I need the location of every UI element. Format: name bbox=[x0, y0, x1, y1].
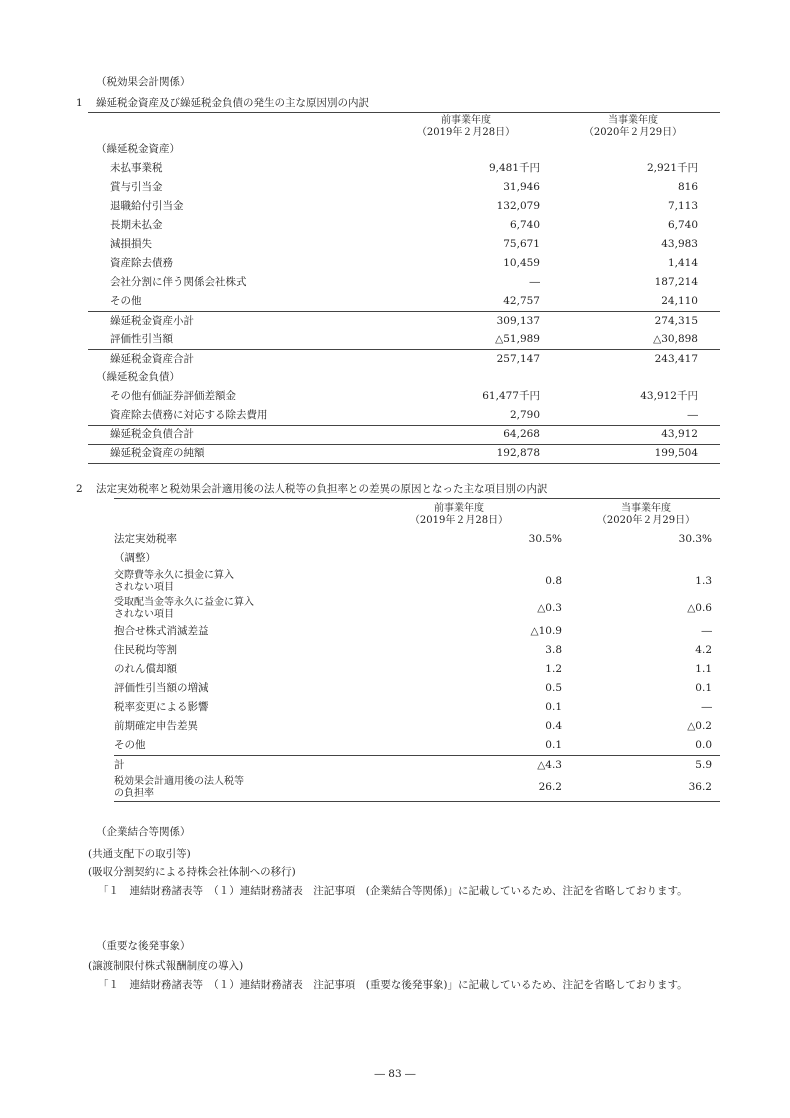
t2-row-label bbox=[114, 569, 306, 596]
t2-header-blank bbox=[114, 499, 306, 531]
t1-row-label: 繰延税金資産合計 bbox=[88, 350, 346, 369]
t1-row bbox=[88, 198, 720, 217]
t2-row-prev: △10.9 bbox=[530, 625, 562, 638]
section-title: （税効果会計関係） bbox=[96, 76, 191, 88]
t2-row-label: 計 bbox=[114, 756, 306, 775]
t2-row bbox=[114, 699, 720, 718]
t2-row-label: のれん償却額 bbox=[114, 663, 177, 676]
page-number: ― 83 ― bbox=[374, 1068, 416, 1080]
t2-row-label bbox=[114, 596, 306, 623]
t1-row-label: 資産除去債務に対応する除去費用 bbox=[110, 409, 268, 422]
t1-row bbox=[88, 331, 720, 350]
t2-row-cur: 0.0 bbox=[695, 739, 712, 752]
t1-row-cur: 43,983 bbox=[661, 238, 698, 251]
t2-row-prev: △0.3 bbox=[537, 602, 562, 615]
t1-row-prev: 10,459 bbox=[503, 257, 540, 270]
t1-row-label: 繰延税金負債合計 bbox=[88, 426, 346, 445]
t2-col-cur-label: 当事業年度 bbox=[621, 502, 671, 514]
t1-col-prev-label: 前事業年度 bbox=[441, 114, 491, 126]
t2-row-prev: 26.2 bbox=[306, 775, 572, 802]
t2-row-label-line1: 税効果会計適用後の法人税等 bbox=[114, 775, 244, 787]
t1-row-prev: 132,079 bbox=[496, 200, 540, 213]
t1-row-cur bbox=[546, 369, 720, 388]
t2-row-prev bbox=[306, 550, 572, 569]
t1-row-cur: 2,921千円 bbox=[646, 162, 698, 175]
t1-row-prev: 61,477千円 bbox=[482, 390, 540, 403]
t1-row-prev: 192,878 bbox=[346, 445, 546, 464]
t1-row-cur bbox=[546, 141, 720, 160]
t1-row-label: 賞与引当金 bbox=[110, 181, 163, 194]
t1-number: 1 bbox=[76, 97, 83, 109]
t1-row-cur: 243,417 bbox=[546, 350, 720, 369]
t1-row-prev: 42,757 bbox=[503, 295, 540, 308]
t1-row-label: その他 bbox=[110, 295, 142, 308]
t2-row-label: 住民税均等割 bbox=[114, 644, 177, 657]
t1-row bbox=[88, 407, 720, 426]
t1-row-cur: 187,214 bbox=[654, 276, 698, 289]
t1-row-prev: 31,946 bbox=[503, 181, 540, 194]
t2-row bbox=[114, 680, 720, 699]
subsequent-sub1: (譲渡制限付株式報酬制度の導入) bbox=[88, 960, 244, 972]
t2-row-prev: 0.4 bbox=[545, 720, 562, 733]
t2-row-label: 税率変更による影響 bbox=[114, 701, 209, 714]
t1-row-cur: 6,740 bbox=[667, 219, 698, 232]
t2-row-cur: 1.1 bbox=[695, 663, 712, 676]
t1-col-prev bbox=[346, 113, 546, 141]
t1-row bbox=[88, 255, 720, 274]
t1-col-cur-date: （2020年２月29日） bbox=[583, 126, 683, 138]
t1-row-prev: 64,268 bbox=[346, 426, 546, 445]
t1-row-prev: 75,671 bbox=[503, 238, 540, 251]
t2-row bbox=[114, 550, 720, 569]
t1-row-label: その他有価証券評価差額金 bbox=[110, 390, 236, 403]
subsequent-heading: （重要な後発事象） bbox=[96, 940, 191, 952]
t2-row bbox=[114, 596, 720, 623]
t2-row-prev: 0.8 bbox=[545, 575, 562, 588]
t2-row bbox=[114, 737, 720, 756]
t2-row-label bbox=[114, 775, 306, 802]
t1-header-row bbox=[88, 113, 720, 141]
t1-row bbox=[88, 160, 720, 179]
t1-row-cur: 43,912 bbox=[546, 426, 720, 445]
t1-row-cur: 1,414 bbox=[667, 257, 698, 270]
t1-row-cur: 43,912千円 bbox=[640, 390, 698, 403]
t1-row bbox=[88, 217, 720, 236]
t1-row bbox=[88, 312, 720, 331]
t2-row-cur bbox=[572, 550, 720, 569]
t2-row-prev: △4.3 bbox=[306, 756, 572, 775]
t1-row-prev bbox=[346, 141, 546, 160]
t1-row-prev: △51,989 bbox=[495, 333, 540, 346]
t2-title: 法定実効税率と税効果会計適用後の法人税等の負担率との差異の原因となった主な項目別の内訳 bbox=[96, 483, 548, 495]
t2-number: 2 bbox=[76, 483, 83, 495]
t1-row-prev: 257,147 bbox=[346, 350, 546, 369]
t1-row-prev: 309,137 bbox=[346, 312, 546, 331]
t1-row-label: 繰延税金資産の純額 bbox=[88, 445, 346, 464]
t2-row-label: （調整） bbox=[114, 552, 156, 565]
t1-row-label: 退職給付引当金 bbox=[110, 200, 184, 213]
t1-row bbox=[88, 293, 720, 312]
t1-row bbox=[88, 350, 720, 369]
t1-col-prev-date: （2019年２月28日） bbox=[416, 126, 516, 138]
t1-row bbox=[88, 388, 720, 407]
t1-row-label: （繰延税金資産） bbox=[96, 143, 180, 156]
t2-row-cur: △0.2 bbox=[687, 720, 712, 733]
t1-row bbox=[88, 274, 720, 293]
t2-row-label-line2: されない項目 bbox=[114, 609, 174, 620]
t1-col-cur bbox=[546, 113, 720, 141]
t2-row-cur: 5.9 bbox=[572, 756, 720, 775]
t2-row-prev: 0.1 bbox=[545, 701, 562, 714]
t1-row-cur: ― bbox=[687, 409, 698, 422]
t1-row-label: 会社分割に伴う関係会社株式 bbox=[110, 276, 247, 289]
t2-row-prev: 1.2 bbox=[545, 663, 562, 676]
t1-row-cur: 7,113 bbox=[667, 200, 698, 213]
t2-row-cur: 1.3 bbox=[695, 575, 712, 588]
t1-row-prev: 9,481千円 bbox=[488, 162, 540, 175]
combo-sub1: (共通支配下の取引等) bbox=[88, 848, 191, 860]
t1-row bbox=[88, 141, 720, 160]
t2-row-label: 評価性引当額の増減 bbox=[114, 682, 209, 695]
t2-row bbox=[114, 718, 720, 737]
t2-row-prev: 3.8 bbox=[545, 644, 562, 657]
combo-text: 「１ 連結財務諸表等 （１）連結財務諸表 注記事項 (企業結合等関係)」に記載しているため、注記を省略しております。 bbox=[98, 885, 688, 897]
t2-row bbox=[114, 775, 720, 802]
t1-row-label: （繰延税金負債） bbox=[96, 371, 180, 384]
t2-row-label: 抱合せ株式消滅差益 bbox=[114, 625, 209, 638]
t1-row-label: 資産除去債務 bbox=[110, 257, 173, 270]
t1-row bbox=[88, 236, 720, 255]
combo-heading: （企業結合等関係） bbox=[96, 826, 191, 838]
t2-col-prev-label: 前事業年度 bbox=[434, 502, 484, 514]
t2-col-prev-date: （2019年２月28日） bbox=[409, 514, 509, 526]
t2-row bbox=[114, 531, 720, 550]
t2-row-label: 前期確定申告差異 bbox=[114, 720, 198, 733]
t2-row-cur: 30.3% bbox=[678, 533, 712, 546]
t1-row-cur: △30,898 bbox=[653, 333, 698, 346]
t1-row bbox=[88, 369, 720, 388]
t1-row-prev: ― bbox=[529, 276, 540, 289]
t2-col-cur bbox=[572, 499, 720, 531]
t1-row-prev: 2,790 bbox=[509, 409, 540, 422]
t2-row-cur: ― bbox=[701, 701, 712, 714]
t2-row-label-line1: 受取配当金等永久に益金に算入 bbox=[114, 597, 254, 608]
t2-row-label: 法定実効税率 bbox=[114, 533, 177, 546]
combo-sub2: (吸収分割契約による持株会社体制への移行) bbox=[88, 866, 296, 878]
t2-row bbox=[114, 569, 720, 596]
t2-col-prev bbox=[306, 499, 572, 531]
t2-row-label-line2: の負担率 bbox=[114, 787, 154, 799]
deferred-tax-table bbox=[88, 112, 720, 464]
t1-row-cur: 816 bbox=[677, 181, 698, 194]
t2-row bbox=[114, 642, 720, 661]
t1-row-cur: 199,504 bbox=[546, 445, 720, 464]
t2-row bbox=[114, 623, 720, 642]
t1-col-cur-label: 当事業年度 bbox=[608, 114, 658, 126]
tax-rate-table bbox=[114, 498, 720, 802]
t2-row-prev: 0.5 bbox=[545, 682, 562, 695]
t2-row-cur: △0.6 bbox=[687, 602, 712, 615]
t1-row-cur: 24,110 bbox=[661, 295, 698, 308]
t2-row-label-line2: されない項目 bbox=[114, 582, 174, 593]
t1-title: 繰延税金資産及び繰延税金負債の発生の主な原因別の内訳 bbox=[96, 97, 369, 109]
t1-body bbox=[88, 141, 720, 464]
t1-row-label: 未払事業税 bbox=[110, 162, 163, 175]
t2-body bbox=[114, 531, 720, 802]
t2-row-label: その他 bbox=[114, 739, 146, 752]
t1-row-prev bbox=[346, 369, 546, 388]
t2-row-cur: 36.2 bbox=[572, 775, 720, 802]
t2-header-row bbox=[114, 499, 720, 531]
t2-row-cur: 4.2 bbox=[695, 644, 712, 657]
t1-row-prev: 6,740 bbox=[509, 219, 540, 232]
t1-row-cur: 274,315 bbox=[546, 312, 720, 331]
t1-row bbox=[88, 426, 720, 445]
t2-col-cur-date: （2020年２月29日） bbox=[596, 514, 696, 526]
t1-row-label: 繰延税金資産小計 bbox=[88, 312, 346, 331]
t2-row-prev: 0.1 bbox=[545, 739, 562, 752]
t1-header-blank bbox=[88, 113, 346, 141]
t2-row-cur: ― bbox=[701, 625, 712, 638]
t2-row bbox=[114, 661, 720, 680]
t2-row bbox=[114, 756, 720, 775]
t1-row bbox=[88, 179, 720, 198]
t2-row-prev: 30.5% bbox=[528, 533, 562, 546]
t2-row-cur: 0.1 bbox=[695, 682, 712, 695]
t1-row-label: 評価性引当額 bbox=[110, 333, 173, 346]
t1-row-label: 長期未払金 bbox=[110, 219, 163, 232]
t1-row bbox=[88, 445, 720, 464]
t1-row-label: 減損損失 bbox=[110, 238, 152, 251]
t2-row-label-line1: 交際費等永久に損金に算入 bbox=[114, 570, 234, 581]
subsequent-text: 「１ 連結財務諸表等 （１）連結財務諸表 注記事項 (重要な後発事象)」に記載しているため、注記を省略しております。 bbox=[98, 979, 688, 991]
